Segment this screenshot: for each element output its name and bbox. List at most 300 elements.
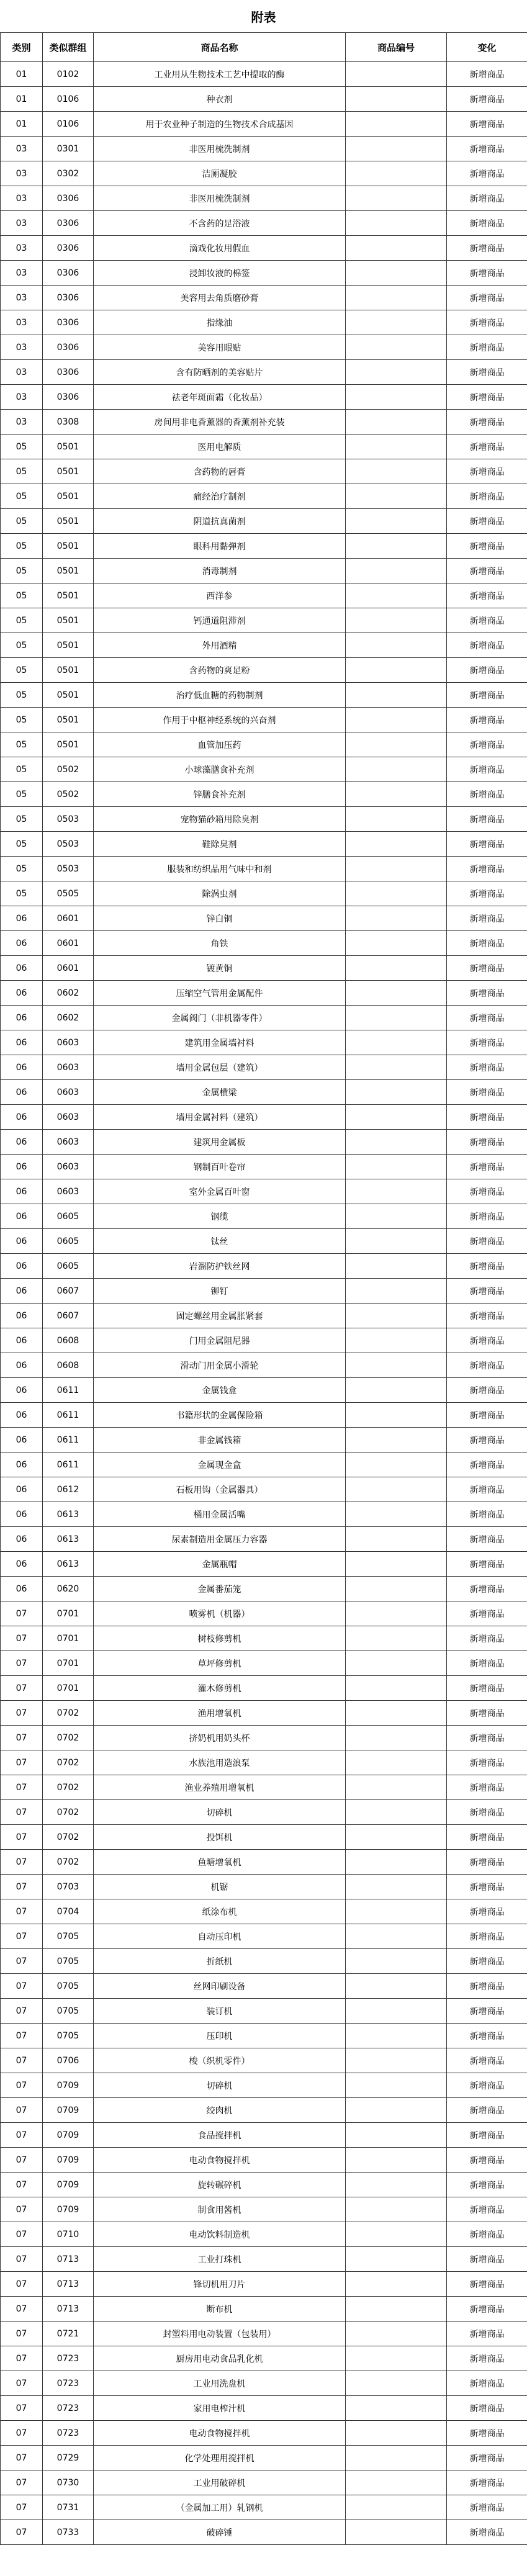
table-row: [1, 509, 527, 534]
cell-category: 01: [1, 87, 43, 112]
cell-product-code: [346, 1552, 447, 1577]
cell-product-name: 切碎机: [94, 2073, 346, 2098]
cell-product-name: 绞肉机: [94, 2098, 346, 2123]
cell-group: 0612: [43, 1477, 94, 1502]
cell-group: 0702: [43, 1750, 94, 1775]
cell-category: 01: [1, 112, 43, 137]
cell-category: 06: [1, 1254, 43, 1279]
cell-product-code: [346, 2421, 447, 2446]
cell-change: 新增商品: [447, 2024, 527, 2048]
cell-change: 新增商品: [447, 1676, 527, 1701]
table-row: [1, 1676, 527, 1701]
cell-change: 新增商品: [447, 1750, 527, 1775]
cell-product-code: [346, 1477, 447, 1502]
cell-product-name: 工业用从生物技术工艺中提取的酶: [94, 62, 346, 87]
cell-product-name: 锌膳食补充剂: [94, 782, 346, 807]
cell-group: 0733: [43, 2520, 94, 2545]
table-row: [1, 608, 527, 633]
table-row: [1, 2495, 527, 2520]
cell-product-name: 滑动门用金属小滑轮: [94, 1353, 346, 1378]
cell-product-code: [346, 1999, 447, 2024]
cell-product-name: 除涡虫剂: [94, 881, 346, 906]
cell-change: 新增商品: [447, 1030, 527, 1055]
cell-category: 07: [1, 1676, 43, 1701]
cell-category: 06: [1, 1130, 43, 1155]
cell-category: 05: [1, 559, 43, 583]
table-row: [1, 1030, 527, 1055]
cell-change: 新增商品: [447, 87, 527, 112]
cell-product-code: [346, 1726, 447, 1750]
cell-product-name: 电动食物搅拌机: [94, 2421, 346, 2446]
cell-category: 07: [1, 1701, 43, 1726]
cell-category: 06: [1, 1006, 43, 1030]
header-product-code: 商品编号: [346, 33, 447, 62]
cell-product-code: [346, 2048, 447, 2073]
header-product-name: 商品名称: [94, 33, 346, 62]
cell-category: 07: [1, 2297, 43, 2322]
cell-product-code: [346, 1204, 447, 1229]
cell-change: 新增商品: [447, 1229, 527, 1254]
table-row: [1, 857, 527, 881]
cell-product-code: [346, 906, 447, 931]
cell-change: 新增商品: [447, 286, 527, 310]
cell-category: 07: [1, 1899, 43, 1924]
header-category: 类别: [1, 33, 43, 62]
cell-category: 06: [1, 1577, 43, 1601]
cell-change: 新增商品: [447, 186, 527, 211]
table-row: [1, 2173, 527, 2197]
cell-group: 0729: [43, 2446, 94, 2470]
cell-product-code: [346, 2123, 447, 2148]
cell-group: 0620: [43, 1577, 94, 1601]
cell-product-name: 桶用金属活嘴: [94, 1502, 346, 1527]
cell-product-name: 纸涂布机: [94, 1899, 346, 1924]
table-row: [1, 1651, 527, 1676]
cell-change: 新增商品: [447, 2322, 527, 2346]
cell-product-name: 作用于中枢神经系统的兴奋剂: [94, 708, 346, 732]
cell-group: 0501: [43, 509, 94, 534]
table-row: [1, 1974, 527, 1999]
cell-change: 新增商品: [447, 906, 527, 931]
table-row: [1, 807, 527, 832]
cell-category: 07: [1, 2272, 43, 2297]
table-row: [1, 385, 527, 410]
cell-product-name: 机锯: [94, 1875, 346, 1899]
cell-change: 新增商品: [447, 484, 527, 509]
cell-product-code: [346, 1651, 447, 1676]
table-row: [1, 1750, 527, 1775]
cell-group: 0501: [43, 583, 94, 608]
cell-product-code: [346, 236, 447, 261]
cell-product-code: [346, 1601, 447, 1626]
table-row: [1, 1800, 527, 1825]
cell-product-code: [346, 2098, 447, 2123]
cell-category: 06: [1, 1378, 43, 1403]
cell-change: 新增商品: [447, 2123, 527, 2148]
cell-product-code: [346, 1378, 447, 1403]
cell-group: 0501: [43, 683, 94, 708]
cell-product-code: [346, 435, 447, 459]
cell-category: 03: [1, 410, 43, 435]
cell-change: 新增商品: [447, 1006, 527, 1030]
cell-product-code: [346, 2297, 447, 2322]
cell-group: 0709: [43, 2173, 94, 2197]
cell-product-code: [346, 807, 447, 832]
cell-category: 07: [1, 2173, 43, 2197]
cell-change: 新增商品: [447, 1353, 527, 1378]
table-row: [1, 832, 527, 857]
table-row: [1, 2247, 527, 2272]
cell-product-code: [346, 1750, 447, 1775]
cell-change: 新增商品: [447, 211, 527, 236]
table-row: [1, 732, 527, 757]
cell-category: 03: [1, 161, 43, 186]
cell-group: 0611: [43, 1403, 94, 1428]
cell-product-code: [346, 633, 447, 658]
cell-product-code: [346, 732, 447, 757]
cell-product-code: [346, 832, 447, 857]
cell-product-name: 渔业养殖用增氧机: [94, 1775, 346, 1800]
cell-category: 05: [1, 509, 43, 534]
cell-product-code: [346, 1949, 447, 1974]
cell-product-code: [346, 1403, 447, 1428]
cell-category: 07: [1, 2396, 43, 2421]
cell-category: 07: [1, 2346, 43, 2371]
cell-change: 新增商品: [447, 633, 527, 658]
table-row: [1, 484, 527, 509]
cell-change: 新增商品: [447, 1502, 527, 1527]
cell-change: 新增商品: [447, 2446, 527, 2470]
cell-change: 新增商品: [447, 881, 527, 906]
cell-category: 05: [1, 435, 43, 459]
cell-group: 0705: [43, 1924, 94, 1949]
cell-product-code: [346, 1279, 447, 1304]
cell-category: 06: [1, 1304, 43, 1328]
cell-group: 0501: [43, 633, 94, 658]
cell-group: 0723: [43, 2396, 94, 2421]
cell-product-name: 小球藻膳食补充剂: [94, 757, 346, 782]
table-row: [1, 1428, 527, 1452]
table-row: [1, 2148, 527, 2173]
cell-change: 新增商品: [447, 410, 527, 435]
cell-change: 新增商品: [447, 782, 527, 807]
cell-category: 06: [1, 1279, 43, 1304]
cell-change: 新增商品: [447, 1800, 527, 1825]
cell-category: 07: [1, 1726, 43, 1750]
cell-group: 0713: [43, 2297, 94, 2322]
table-row: [1, 410, 527, 435]
cell-group: 0709: [43, 2098, 94, 2123]
cell-product-name: 宠物猫砂箱用除臭剂: [94, 807, 346, 832]
cell-product-name: 室外金属百叶窗: [94, 1179, 346, 1204]
cell-product-name: 工业打珠机: [94, 2247, 346, 2272]
table-row: [1, 1999, 527, 2024]
cell-change: 新增商品: [447, 1577, 527, 1601]
cell-category: 03: [1, 211, 43, 236]
cell-product-code: [346, 1105, 447, 1130]
cell-category: 03: [1, 137, 43, 161]
table-row: [1, 1825, 527, 1850]
cell-product-code: [346, 2073, 447, 2098]
cell-product-code: [346, 1130, 447, 1155]
cell-product-name: 金属横梁: [94, 1080, 346, 1105]
cell-product-code: [346, 981, 447, 1006]
table-row: [1, 1130, 527, 1155]
cell-product-name: 破碎锤: [94, 2520, 346, 2545]
cell-group: 0503: [43, 857, 94, 881]
cell-product-code: [346, 509, 447, 534]
table-row: [1, 1179, 527, 1204]
cell-category: 05: [1, 782, 43, 807]
table-row: [1, 1502, 527, 1527]
cell-product-code: [346, 1353, 447, 1378]
cell-product-code: [346, 857, 447, 881]
cell-change: 新增商品: [447, 1403, 527, 1428]
table-row: [1, 1577, 527, 1601]
cell-product-code: [346, 2520, 447, 2545]
cell-product-name: 断布机: [94, 2297, 346, 2322]
cell-group: 0702: [43, 1775, 94, 1800]
cell-group: 0705: [43, 1949, 94, 1974]
cell-category: 03: [1, 385, 43, 410]
cell-category: 05: [1, 484, 43, 509]
cell-product-name: 美容用眼贴: [94, 335, 346, 360]
cell-product-code: [346, 931, 447, 956]
cell-change: 新增商品: [447, 1850, 527, 1875]
cell-change: 新增商品: [447, 2520, 527, 2545]
cell-category: 05: [1, 757, 43, 782]
cell-change: 新增商品: [447, 1055, 527, 1080]
cell-category: 07: [1, 2421, 43, 2446]
table-row: [1, 2024, 527, 2048]
table-row: [1, 2446, 527, 2470]
cell-category: 05: [1, 583, 43, 608]
cell-change: 新增商品: [447, 1130, 527, 1155]
table-row: [1, 1155, 527, 1179]
cell-product-code: [346, 1328, 447, 1353]
table-row: [1, 2123, 527, 2148]
cell-product-name: 钙通道阻滞剂: [94, 608, 346, 633]
cell-product-name: 医用电解质: [94, 435, 346, 459]
cell-change: 新增商品: [447, 1378, 527, 1403]
cell-group: 0106: [43, 112, 94, 137]
table-row: [1, 62, 527, 87]
table-row: [1, 310, 527, 335]
cell-change: 新增商品: [447, 732, 527, 757]
cell-category: 07: [1, 1924, 43, 1949]
cell-category: 07: [1, 1999, 43, 2024]
cell-product-code: [346, 1030, 447, 1055]
table-row: [1, 1006, 527, 1030]
table-row: [1, 1328, 527, 1353]
cell-product-code: [346, 1502, 447, 1527]
cell-change: 新增商品: [447, 137, 527, 161]
table-row: [1, 956, 527, 981]
cell-group: 0306: [43, 286, 94, 310]
cell-product-name: 梭（织机零件）: [94, 2048, 346, 2073]
cell-product-name: 阴道抗真菌剂: [94, 509, 346, 534]
cell-product-code: [346, 782, 447, 807]
cell-product-name: 血管加压药: [94, 732, 346, 757]
cell-product-code: [346, 310, 447, 335]
cell-product-name: 挤奶机用奶头杯: [94, 1726, 346, 1750]
cell-change: 新增商品: [447, 658, 527, 683]
cell-change: 新增商品: [447, 757, 527, 782]
cell-category: 06: [1, 906, 43, 931]
cell-product-code: [346, 459, 447, 484]
cell-category: 07: [1, 1875, 43, 1899]
table-row: [1, 261, 527, 286]
table-row: [1, 906, 527, 931]
cell-category: 07: [1, 2446, 43, 2470]
cell-product-name: 墙用金属包层（建筑）: [94, 1055, 346, 1080]
cell-change: 新增商品: [447, 459, 527, 484]
cell-group: 0705: [43, 1999, 94, 2024]
cell-group: 0709: [43, 2197, 94, 2222]
table-row: [1, 708, 527, 732]
cell-change: 新增商品: [447, 1999, 527, 2024]
cell-group: 0608: [43, 1328, 94, 1353]
cell-product-code: [346, 2446, 447, 2470]
cell-group: 0611: [43, 1378, 94, 1403]
cell-product-name: 镀黄铜: [94, 956, 346, 981]
cell-change: 新增商品: [447, 2197, 527, 2222]
table-row: [1, 459, 527, 484]
cell-product-code: [346, 583, 447, 608]
cell-category: 07: [1, 1775, 43, 1800]
cell-change: 新增商品: [447, 236, 527, 261]
cell-product-code: [346, 1055, 447, 1080]
cell-group: 0713: [43, 2272, 94, 2297]
cell-product-name: 服装和纺织品用气味中和剂: [94, 857, 346, 881]
cell-change: 新增商品: [447, 1328, 527, 1353]
cell-category: 03: [1, 261, 43, 286]
cell-category: 07: [1, 2247, 43, 2272]
cell-product-name: 喷雾机（机器）: [94, 1601, 346, 1626]
cell-product-code: [346, 1577, 447, 1601]
cell-product-code: [346, 1626, 447, 1651]
cell-product-name: 岩溜防护铁丝网: [94, 1254, 346, 1279]
table-row: [1, 2197, 527, 2222]
cell-change: 新增商品: [447, 1304, 527, 1328]
cell-group: 0706: [43, 2048, 94, 2073]
table-row: [1, 2322, 527, 2346]
cell-group: 0702: [43, 1701, 94, 1726]
cell-product-name: 制食用酱机: [94, 2197, 346, 2222]
cell-product-name: 折纸机: [94, 1949, 346, 1974]
cell-change: 新增商品: [447, 1701, 527, 1726]
cell-category: 05: [1, 857, 43, 881]
cell-product-name: 浸卸妆液的棉签: [94, 261, 346, 286]
cell-group: 0501: [43, 435, 94, 459]
cell-product-code: [346, 484, 447, 509]
cell-group: 0702: [43, 1825, 94, 1850]
cell-product-name: 工业用洗盘机: [94, 2371, 346, 2396]
table-row: [1, 1527, 527, 1552]
cell-group: 0731: [43, 2495, 94, 2520]
cell-product-name: 封塑料用电动装置（包装用）: [94, 2322, 346, 2346]
cell-category: 07: [1, 2222, 43, 2247]
cell-product-name: 房间用非电香薰器的香薰剂补充装: [94, 410, 346, 435]
cell-product-code: [346, 286, 447, 310]
cell-change: 新增商品: [447, 608, 527, 633]
table-row: [1, 1204, 527, 1229]
cell-product-name: 门用金属阻尼器: [94, 1328, 346, 1353]
cell-category: 07: [1, 1825, 43, 1850]
cell-product-name: 固定螺丝用金属胀紧套: [94, 1304, 346, 1328]
cell-group: 0603: [43, 1105, 94, 1130]
cell-product-name: 金属瓶帽: [94, 1552, 346, 1577]
cell-change: 新增商品: [447, 1279, 527, 1304]
cell-change: 新增商品: [447, 112, 527, 137]
header-group: 类似群组: [43, 33, 94, 62]
cell-group: 0710: [43, 2222, 94, 2247]
table-row: [1, 161, 527, 186]
cell-product-name: 钛丝: [94, 1229, 346, 1254]
table-row: [1, 2098, 527, 2123]
table-row: [1, 583, 527, 608]
cell-category: 07: [1, 2197, 43, 2222]
table-row: [1, 2396, 527, 2421]
cell-change: 新增商品: [447, 1452, 527, 1477]
cell-category: 07: [1, 2148, 43, 2173]
table-row: [1, 1353, 527, 1378]
cell-product-name: 厨房用电动食品乳化机: [94, 2346, 346, 2371]
cell-change: 新增商品: [447, 683, 527, 708]
cell-product-code: [346, 2272, 447, 2297]
header-change: 变化: [447, 33, 527, 62]
cell-group: 0701: [43, 1601, 94, 1626]
cell-product-name: 鱼塘增氧机: [94, 1850, 346, 1875]
product-table: [0, 32, 527, 2545]
cell-product-code: [346, 1304, 447, 1328]
cell-group: 0713: [43, 2247, 94, 2272]
cell-change: 新增商品: [447, 1924, 527, 1949]
cell-group: 0705: [43, 2024, 94, 2048]
table-body: [1, 62, 527, 2545]
cell-change: 新增商品: [447, 1974, 527, 1999]
cell-product-name: 眼科用黏弹剂: [94, 534, 346, 559]
table-row: [1, 2371, 527, 2396]
cell-category: 05: [1, 534, 43, 559]
cell-group: 0603: [43, 1130, 94, 1155]
cell-change: 新增商品: [447, 2148, 527, 2173]
cell-product-code: [346, 1254, 447, 1279]
cell-product-code: [346, 1229, 447, 1254]
cell-group: 0502: [43, 782, 94, 807]
table-row: [1, 186, 527, 211]
cell-category: 06: [1, 1080, 43, 1105]
table-row: [1, 1279, 527, 1304]
table-row: [1, 1452, 527, 1477]
cell-change: 新增商品: [447, 1726, 527, 1750]
cell-product-code: [346, 360, 447, 385]
cell-change: 新增商品: [447, 1552, 527, 1577]
table-row: [1, 1304, 527, 1328]
cell-category: 05: [1, 459, 43, 484]
cell-group: 0709: [43, 2123, 94, 2148]
cell-product-name: 压印机: [94, 2024, 346, 2048]
cell-product-name: 锋切机用刀片: [94, 2272, 346, 2297]
cell-category: 05: [1, 608, 43, 633]
cell-category: 06: [1, 956, 43, 981]
cell-group: 0723: [43, 2421, 94, 2446]
cell-product-name: 旋转碾碎机: [94, 2173, 346, 2197]
cell-category: 06: [1, 1428, 43, 1452]
cell-category: 06: [1, 1055, 43, 1080]
table-row: [1, 2048, 527, 2073]
cell-product-name: 钢制百叶卷帘: [94, 1155, 346, 1179]
